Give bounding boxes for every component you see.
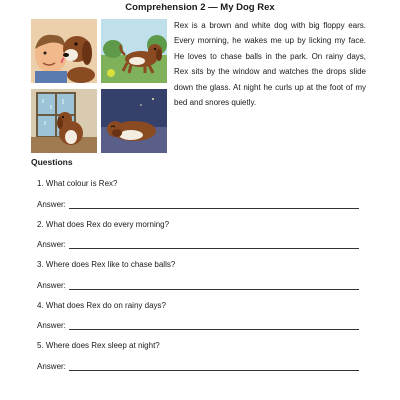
answer-line[interactable] — [69, 362, 359, 371]
answer-1[interactable] — [37, 200, 359, 209]
question-5: 5. Where does Rex sleep at night? — [37, 341, 160, 350]
panel-dog-at-window — [31, 89, 97, 153]
panel-dog-licking-face — [31, 19, 97, 83]
answer-line[interactable] — [69, 281, 359, 290]
answer-5[interactable] — [37, 362, 359, 371]
story-illustration — [31, 19, 167, 153]
answer-4[interactable] — [37, 321, 359, 330]
answer-line[interactable] — [69, 200, 359, 209]
answer-line[interactable] — [69, 240, 359, 249]
answer-label: Answer: — [37, 362, 66, 371]
panel-dog-chasing-ball — [101, 19, 167, 83]
question-2: 2. What does Rex do every morning? — [37, 220, 170, 229]
answer-3[interactable] — [37, 281, 359, 290]
answer-label: Answer: — [37, 281, 66, 290]
answer-line[interactable] — [69, 321, 359, 330]
answer-label: Answer: — [37, 200, 66, 209]
question-1: 1. What colour is Rex? — [37, 179, 118, 188]
panel-dog-sleeping — [101, 89, 167, 153]
worksheet-title: Comprehension 2 — My Dog Rex — [125, 2, 275, 13]
question-4: 4. What does Rex do on rainy days? — [37, 301, 166, 310]
answer-label: Answer: — [37, 240, 66, 249]
questions-heading: Questions — [31, 157, 73, 167]
answer-2[interactable] — [37, 240, 359, 249]
story-paragraph: Rex is a brown and white dog with big floppy ears. Every morning, he wakes me up by licking my face. He loves to chase balls in the park. On rainy days, Rex sits by the window and watches the drops slide down the glass. At night he curls up at the foot of my bed and snores quietly. — [174, 21, 366, 108]
answer-label: Answer: — [37, 321, 66, 330]
question-3: 3. Where does Rex like to chase balls? — [37, 260, 176, 269]
